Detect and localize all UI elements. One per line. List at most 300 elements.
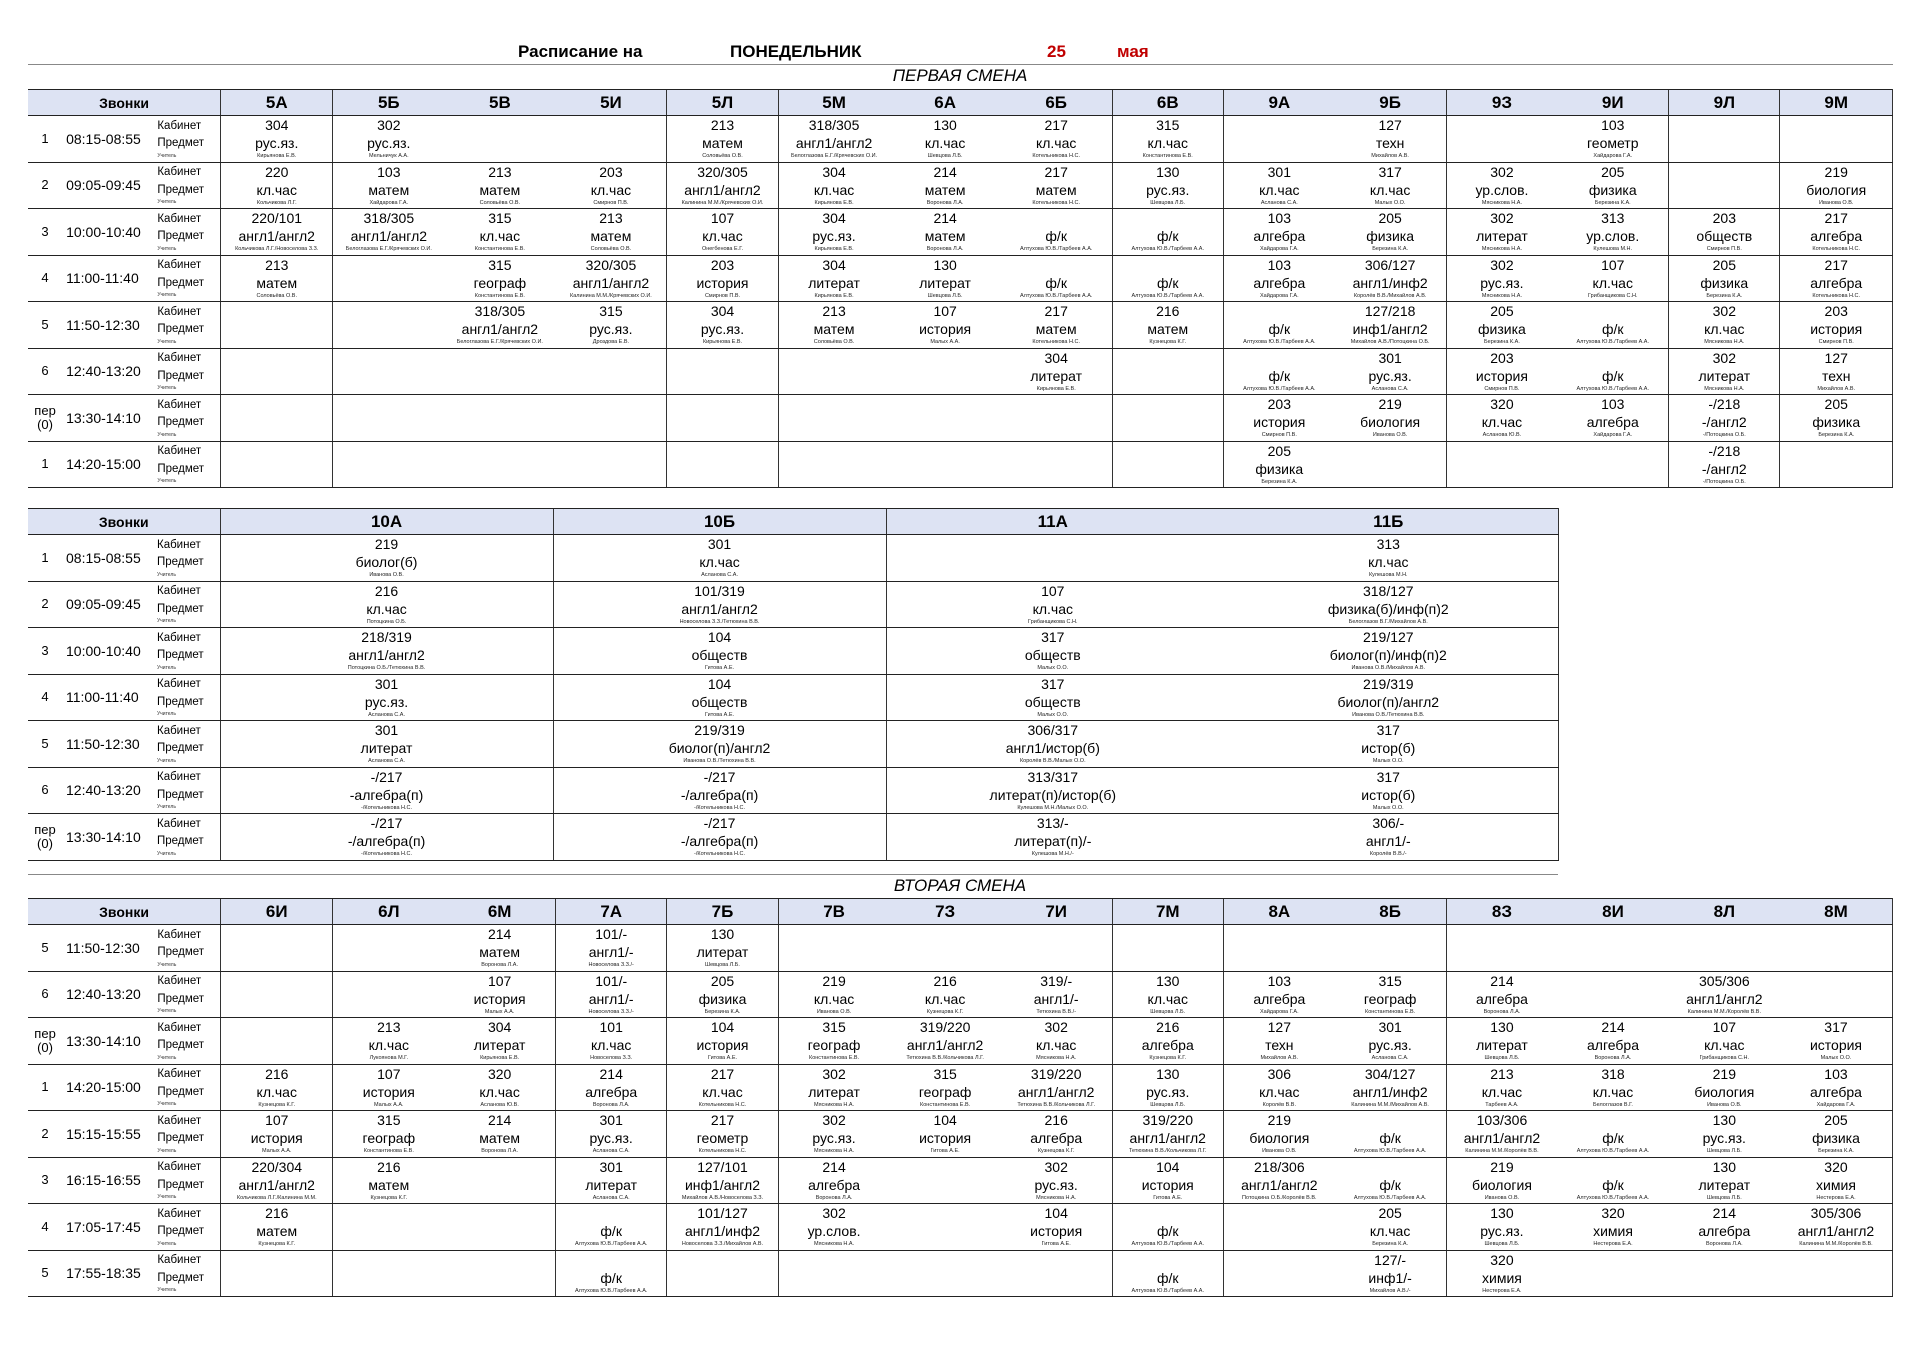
subject-name: биология <box>1249 1130 1310 1147</box>
room-number: 219 <box>1824 163 1848 180</box>
room-number <box>1447 117 1558 134</box>
class-header: 6В <box>1112 90 1223 116</box>
teacher-name: Константинова Е.В. <box>474 246 525 253</box>
teacher-name: Белоглазова Е.Г./Крячевских О.И. <box>345 246 432 253</box>
schedule-cell <box>667 116 778 163</box>
teacher-name: Кузнецова К.Г. <box>1149 1055 1187 1062</box>
teacher-name: Новоселова З.З./Тетюхина В.В. <box>679 618 760 625</box>
subject-name: англ1/- <box>588 990 634 1007</box>
class-header: 5Б <box>333 90 444 116</box>
teacher-name <box>1335 478 1446 486</box>
subject-name <box>1224 1222 1335 1240</box>
subject-name <box>333 943 444 961</box>
schedule-cell <box>889 209 1000 256</box>
schedule-cell <box>553 581 886 628</box>
subject-name: биология <box>1806 181 1867 198</box>
teacher-name: Тетюхина В.В./Кольчикова Л.Г. <box>1128 1148 1207 1155</box>
schedule-cell <box>221 348 333 395</box>
subject-name <box>333 1269 444 1287</box>
teacher-name: Иванова О.В./Тетюхина В.В. <box>1352 711 1425 718</box>
room-number: 301 <box>1267 163 1291 180</box>
teacher-name: Воронова Л.А. <box>1705 1241 1743 1248</box>
lesson-time: 13:30-14:10 <box>62 395 154 442</box>
teacher-name: Алтухова Ю.В./Тарбеев А.А. <box>1131 246 1204 253</box>
room-number <box>1335 443 1446 460</box>
room-number: 304 <box>822 163 846 180</box>
teacher-name: Асланова С.А. <box>368 758 405 765</box>
room-number: 320 <box>1490 396 1514 413</box>
subject-name <box>1224 943 1335 961</box>
room-number: 130 <box>1490 1019 1514 1036</box>
subject-name <box>556 134 667 152</box>
teacher-name: Соловьёва О.В. <box>590 246 632 253</box>
room-number: 104 <box>707 675 732 692</box>
schedule-cell <box>1557 162 1668 209</box>
room-number: 302 <box>1712 303 1736 320</box>
subject-name: физика <box>1700 274 1749 291</box>
schedule-cell <box>667 209 778 256</box>
schedule-cell <box>221 1157 333 1204</box>
subject-name: физика <box>698 990 747 1007</box>
schedule-cell <box>1219 535 1558 582</box>
subject-name: кл.час <box>924 135 966 152</box>
teacher-name: Нестерова Е.А. <box>1482 1287 1522 1294</box>
teacher-name: Алтухова Ю.В./Тарбеев А.А. <box>1019 246 1093 253</box>
schedule-cell <box>220 535 553 582</box>
lesson-number: 6 <box>28 348 62 395</box>
teacher-name <box>333 961 444 969</box>
schedule-cell <box>778 1157 889 1204</box>
subject-name: кл.час <box>1035 1037 1077 1054</box>
lesson-time: 17:05-17:45 <box>62 1204 154 1251</box>
schedule-cell <box>1557 1157 1668 1204</box>
subject-name <box>333 320 444 338</box>
teacher-name: Хайдарова Г.А. <box>1259 246 1299 253</box>
room-number <box>221 926 332 943</box>
room-number: 318/127 <box>1362 582 1414 599</box>
teacher-name <box>1780 1008 1892 1016</box>
schedule-cell <box>1669 925 1780 972</box>
schedule-cell <box>778 255 889 302</box>
teacher-name <box>333 292 444 300</box>
zvonki-header: Звонки <box>28 90 221 116</box>
room-number: 130 <box>1156 1065 1180 1082</box>
teacher-label: Учитель <box>157 1147 177 1154</box>
schedule-cell <box>556 1064 667 1111</box>
subject-name <box>221 320 332 338</box>
schedule-cell <box>333 1064 444 1111</box>
teacher-name <box>556 152 667 160</box>
schedule-cell <box>1335 441 1446 488</box>
teacher-name <box>333 478 444 486</box>
subject-name: кл.час <box>924 990 966 1007</box>
schedule-cell <box>556 1018 667 1065</box>
class-header: 5А <box>221 90 333 116</box>
schedule-cell <box>1223 1250 1334 1297</box>
schedule-cell <box>553 628 886 675</box>
room-number: -/217 <box>370 815 403 832</box>
schedule-cell <box>1001 255 1112 302</box>
schedule-cell <box>889 441 1000 488</box>
lesson-number: 6 <box>28 767 62 814</box>
subject-name <box>1113 460 1223 478</box>
room-number <box>887 536 1220 553</box>
room-number: 320 <box>1490 1251 1514 1268</box>
schedule-cell <box>1557 395 1668 442</box>
subject-name <box>779 367 890 385</box>
schedule-cell <box>1223 162 1334 209</box>
subject-name: литерат(п)/- <box>1014 833 1092 850</box>
subject-name: алгебра <box>1141 1037 1194 1054</box>
teacher-label: Учитель <box>157 1240 177 1247</box>
schedule-cell <box>1112 441 1223 488</box>
room-number: 315 <box>377 1112 401 1129</box>
lesson-number: 2 <box>28 581 62 628</box>
teacher-label: Учитель <box>157 804 176 811</box>
row-labels <box>154 721 220 768</box>
schedule-cell <box>220 581 553 628</box>
subject-name: литерат <box>919 274 971 291</box>
shift2-table <box>28 898 1893 1297</box>
schedule-cell <box>1557 441 1668 488</box>
subject-name: история <box>919 1130 972 1147</box>
subject-name: литерат(п)/истор(б) <box>989 786 1117 803</box>
subject-name: -алгебра(п) <box>349 786 424 803</box>
room-number: 107 <box>1712 1019 1736 1036</box>
teacher-name: Шевцова Л.Б. <box>1150 1008 1186 1015</box>
room-number: 218/306 <box>1254 1158 1305 1175</box>
subject-name: ф/к <box>1379 1130 1401 1147</box>
schedule-cell <box>1557 971 1668 1018</box>
room-number: 302 <box>822 1205 846 1222</box>
teacher-name: Воронова Л.А. <box>481 962 518 969</box>
room-label: Кабинет <box>157 1207 202 1220</box>
subject-name: геометр <box>1586 135 1639 152</box>
teacher-name: Кузнецова К.Г. <box>258 1241 296 1248</box>
schedule-cell <box>1112 209 1223 256</box>
teacher-name <box>444 431 555 439</box>
class-header: 9И <box>1557 90 1668 116</box>
room-number <box>444 1159 555 1176</box>
teacher-name: Кулешова М.Н./Малых О.О. <box>1017 804 1089 811</box>
schedule-cell <box>1557 1018 1668 1065</box>
room-number: 130 <box>1490 1205 1514 1222</box>
teacher-name <box>1113 478 1223 486</box>
teacher-name: Хайдарова Г.А. <box>1816 1101 1856 1108</box>
room-number <box>1780 926 1892 943</box>
room-number: 216 <box>1156 1019 1180 1036</box>
schedule-cell <box>221 925 333 972</box>
teacher-name: Грибанщикова С.Н. <box>1699 1055 1750 1062</box>
room-number: 315 <box>1156 117 1180 134</box>
subject-name: рус.яз. <box>812 228 856 245</box>
schedule-cell <box>778 1250 889 1297</box>
schedule-title: Расписание на <box>518 42 643 61</box>
teacher-name: Алтухова Ю.В./Тарбеев А.А. <box>1576 1148 1650 1155</box>
schedule-cell <box>1669 395 1780 442</box>
schedule-cell <box>1557 348 1668 395</box>
teacher-name: Алтухова Ю.В./Тарбеев А.А. <box>1576 1194 1650 1201</box>
room-number: -/218 <box>1708 396 1741 413</box>
schedule-cell <box>444 162 555 209</box>
room-number: 315 <box>599 303 623 320</box>
schedule-cell <box>1669 1111 1780 1158</box>
subject-name: -/алгебра(п) <box>680 833 759 850</box>
room-number <box>333 1252 444 1269</box>
schedule-cell <box>444 302 555 349</box>
lesson-number: 3 <box>28 209 62 256</box>
subject-name: физика <box>1478 321 1526 338</box>
teacher-name <box>444 385 555 393</box>
room-label: Кабинет <box>157 166 202 179</box>
schedule-cell <box>1780 1250 1893 1297</box>
subject-name <box>444 367 555 385</box>
schedule-cell <box>1446 209 1557 256</box>
subject-label: Предмет <box>157 1039 205 1052</box>
subject-name: англ1/англ2 <box>684 181 761 198</box>
schedule-cell <box>1669 1250 1780 1297</box>
teacher-name: Соловьёва О.В. <box>256 292 298 299</box>
lesson-number: 2 <box>28 1111 62 1158</box>
room-number: -/217 <box>703 768 736 785</box>
class-header: 7Б <box>667 899 778 925</box>
room-number <box>444 1205 555 1222</box>
teacher-name <box>1113 961 1223 969</box>
room-number <box>889 1205 1000 1222</box>
room-number: 214 <box>933 210 957 227</box>
subject-name: матем <box>1035 181 1077 198</box>
schedule-cell <box>889 971 1000 1018</box>
teacher-name <box>1669 961 1780 969</box>
schedule-cell <box>1112 116 1223 163</box>
schedule-cell <box>553 535 886 582</box>
room-number: 301 <box>374 675 399 692</box>
subject-name: кл.час <box>256 1083 297 1100</box>
teacher-name: Гитова А.Е. <box>1041 1241 1071 1248</box>
room-number <box>1780 443 1892 460</box>
lesson-row <box>28 209 1893 256</box>
teacher-name <box>889 1240 1000 1248</box>
teacher-name <box>889 1287 1000 1295</box>
teacher-name <box>1224 1287 1335 1295</box>
schedule-cell <box>1223 348 1334 395</box>
teacher-name: Новоселова З.З./Михайлов А.В. <box>681 1241 764 1248</box>
teacher-name: -/Котельникова Н.С. <box>361 851 413 858</box>
room-number: 101/127 <box>697 1205 748 1222</box>
teacher-name <box>221 385 332 393</box>
lesson-row <box>28 814 1558 861</box>
room-number <box>1557 303 1668 320</box>
lesson-time: 11:00-11:40 <box>62 255 154 302</box>
room-number: 216 <box>1044 1112 1068 1129</box>
schedule-cell <box>333 116 444 163</box>
subject-name: инф1/- <box>1368 1269 1412 1286</box>
teacher-name: Кирьянова Е.В. <box>702 339 743 346</box>
schedule-cell <box>1223 1111 1334 1158</box>
row-labels <box>154 1111 220 1158</box>
class-header: 6Б <box>1001 90 1112 116</box>
teacher-name: Шевцова Л.Б. <box>927 153 963 160</box>
room-number: 127/- <box>1374 1251 1407 1268</box>
schedule-cell <box>1669 116 1780 163</box>
room-number: 130 <box>1156 972 1180 989</box>
subject-name: кл.час <box>1704 321 1745 338</box>
lesson-row <box>28 1111 1893 1158</box>
subject-name: матем <box>1147 321 1189 338</box>
teacher-label: Учитель <box>157 292 177 299</box>
subject-name: история <box>696 1037 749 1054</box>
room-number: 304 <box>1044 349 1068 366</box>
room-number: 217 <box>1044 303 1068 320</box>
subject-name <box>1669 181 1779 199</box>
subject-name: химия <box>1816 1176 1856 1193</box>
subject-name <box>1557 990 1668 1008</box>
subject-name <box>1113 367 1223 385</box>
teacher-name: Асланова С.А. <box>1371 1055 1409 1062</box>
schedule-cell <box>778 1111 889 1158</box>
room-number <box>1113 350 1223 367</box>
subject-name <box>1557 943 1668 961</box>
teacher-name: Гитова А.Е. <box>1153 1194 1183 1201</box>
teacher-name <box>444 1287 555 1295</box>
subject-label: Предмет <box>157 1271 205 1284</box>
teacher-name: Хайдарова Г.А. <box>1259 292 1299 299</box>
schedule-cell <box>1001 1064 1112 1111</box>
schedule-cell <box>556 348 667 395</box>
schedule-cell <box>667 1111 778 1158</box>
teacher-name: Котельникова Н.С. <box>1812 246 1861 253</box>
teacher-name: Воронова Л.А. <box>592 1101 630 1108</box>
schedule-cell <box>220 767 553 814</box>
schedule-cell <box>221 395 333 442</box>
teacher-name: Малых О.О. <box>1037 711 1069 718</box>
subject-name: матем <box>479 181 521 198</box>
room-number: 203 <box>1267 396 1291 413</box>
teacher-label: Учитель <box>157 152 177 159</box>
teacher-name: Онегбенова Е.Г. <box>701 246 744 253</box>
schedule-cell <box>221 1204 333 1251</box>
room-number: 318/305 <box>363 210 415 227</box>
subject-name: кл.час <box>699 554 740 571</box>
schedule-cell <box>1001 1018 1112 1065</box>
teacher-name: Тетюхина В.В./Кольчикова Л.Г. <box>1017 1101 1095 1108</box>
subject-name: ф/к <box>1268 367 1291 384</box>
row-labels <box>154 674 220 721</box>
room-number <box>667 396 777 413</box>
subject-name: физика <box>1255 460 1304 477</box>
subject-name <box>667 413 777 431</box>
room-number: 205 <box>1267 442 1291 459</box>
subject-name <box>333 367 444 385</box>
subject-name: кл.час <box>813 990 855 1007</box>
row-labels <box>154 255 220 302</box>
subject-name: кл.час <box>1368 554 1409 571</box>
teacher-name: Михайлов А.В. <box>1260 1055 1299 1062</box>
teacher-name <box>1557 1008 1668 1016</box>
lesson-row <box>28 1204 1893 1251</box>
schedule-cell <box>1446 1157 1557 1204</box>
schedule-cell <box>221 441 333 488</box>
room-label: Кабинет <box>157 817 201 830</box>
room-number <box>333 257 444 274</box>
schedule-cell <box>333 925 444 972</box>
teacher-name: Потоцкина О.Б. <box>366 618 407 625</box>
subject-name: ф/к <box>1045 228 1067 245</box>
subject-name: ф/к <box>1602 1130 1624 1147</box>
teacher-name: Алтухова Ю.В./Тарбеев А.А. <box>1243 385 1316 392</box>
subject-name: обществ <box>691 693 748 710</box>
room-label: Кабинет <box>157 352 202 365</box>
row-labels <box>154 441 220 488</box>
schedule-cell <box>1669 971 1780 1018</box>
lesson-row <box>28 1064 1893 1111</box>
subject-name: химия <box>1593 1223 1633 1240</box>
teacher-name <box>1557 1287 1668 1295</box>
schedule-cell <box>220 814 553 861</box>
schedule-cell <box>1669 1064 1780 1111</box>
class-header: 7З <box>889 899 1000 925</box>
teacher-label: Учитель <box>157 245 177 252</box>
teacher-name: Малых А.А. <box>484 1008 515 1015</box>
lesson-number: 5 <box>28 1250 62 1297</box>
schedule-cell <box>1446 162 1557 209</box>
room-number: -/217 <box>370 768 403 785</box>
subject-name: кл.час <box>479 228 521 245</box>
subject-label: Предмет <box>157 1085 205 1098</box>
room-number: 216 <box>374 582 399 599</box>
room-number: 317 <box>1041 629 1065 646</box>
lesson-number: 1 <box>28 116 62 163</box>
lesson-time: 16:15-16:55 <box>62 1157 154 1204</box>
teacher-name: Белоглазов В.Г./Михайлов А.В. <box>1348 618 1428 625</box>
schedule-cell <box>220 628 553 675</box>
lesson-row <box>28 1250 1893 1297</box>
teacher-label: Учитель <box>157 1101 177 1108</box>
schedule-cell <box>553 814 886 861</box>
lesson-row <box>28 116 1893 163</box>
teacher-name: Котельникова Н.С. <box>698 1148 747 1155</box>
schedule-cell <box>1001 395 1112 442</box>
lesson-time: 17:55-18:35 <box>62 1250 154 1297</box>
teacher-name: Иванова О.В./Тетюхина В.В. <box>683 758 756 765</box>
room-number <box>333 303 444 320</box>
schedule-cell <box>889 395 1000 442</box>
subject-name <box>889 1176 1000 1194</box>
schedule-cell <box>889 162 1000 209</box>
class-header: 9Б <box>1335 90 1446 116</box>
lesson-number: 2 <box>28 162 62 209</box>
teacher-name: Мясникова Н.А. <box>1481 292 1522 299</box>
schedule-cell <box>778 302 889 349</box>
subject-name: кл.час <box>813 181 855 198</box>
room-number <box>1335 1112 1446 1129</box>
lesson-number: 5 <box>28 925 62 972</box>
subject-name <box>667 1269 777 1287</box>
teacher-name: Котельникова Н.С. <box>1032 199 1080 206</box>
schedule-cell <box>886 767 1219 814</box>
teacher-name <box>444 1240 555 1248</box>
schedule-cell <box>1780 441 1893 488</box>
schedule-cell <box>778 971 889 1018</box>
teacher-name: -/Котельникова Н.С. <box>694 851 746 858</box>
teacher-name <box>889 961 1000 969</box>
teacher-name: Алтухова Ю.В./Тарбеев А.А. <box>1576 339 1649 346</box>
subject-label: Предмет <box>157 649 204 662</box>
subject-name <box>887 553 1220 571</box>
schedule-cell <box>556 925 667 972</box>
room-label: Кабинет <box>157 119 202 132</box>
room-number: 320 <box>1824 1158 1848 1175</box>
